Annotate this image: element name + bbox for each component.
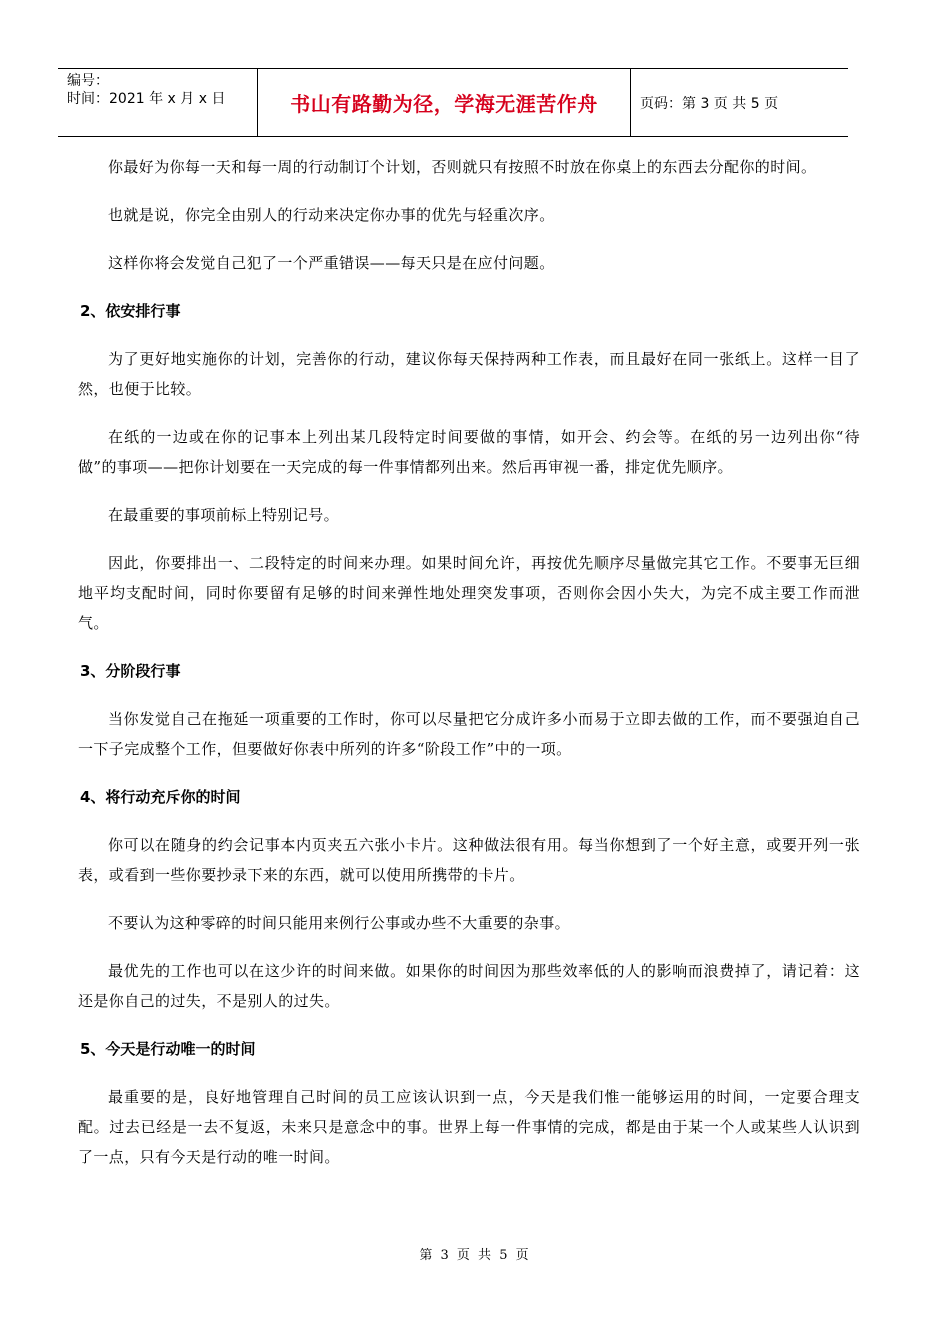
page-footer: 第 3 页 共 5 页 [419, 1248, 531, 1263]
paragraph: 最重要的是，良好地管理自己时间的员工应该认识到一点，今天是我们惟一能够运用的时间，一定要合理支配。过去已经是一去不复返，未来只是意念中的事。世界上每一件事情的完成，都是由于某一个人或某些人认识到了一点，只有今天是行动的唯一时间。 [78, 1088, 860, 1166]
section-heading: 3、分阶段行事 [80, 662, 181, 680]
paragraph: 你可以在随身的约会记事本内页夹五六张小卡片。这种做法很有用。每当你想到了一个好主意，或要开列一张表，或看到一些你要抄录下来的东西，就可以使用所携带的卡片。 [78, 836, 860, 884]
paragraph: 在纸的一边或在你的记事本上列出某几段特定时间要做的事情，如开会、约会等。在纸的另一边列出你“待做”的事项——把你计划要在一天完成的每一件事情都列出来。然后再审视一番，排定优先顺序。 [78, 428, 860, 476]
section-heading: 4、将行动充斥你的时间 [80, 788, 241, 806]
paragraph: 为了更好地实施你的计划，完善你的行动，建议你每天保持两种工作表，而且最好在同一张纸上。这样一目了然，也便于比较。 [78, 350, 860, 398]
motto-text: 书山有路勤为径，学海无涯苦作舟 [290, 92, 598, 116]
page-info: 页码：第 3 页 共 5 页 [640, 95, 779, 112]
paragraph: 不要认为这种零碎的时间只能用来例行公事或办些不大重要的杂事。 [108, 914, 571, 932]
paragraph: 因此，你要排出一、二段特定的时间来办理。如果时间允许，再按优先顺序尽量做完其它工作。不要事无巨细地平均支配时间，同时你要留有足够的时间来弹性地处理突发事项，否则你会因小失大，为完不成主要工作而泄气。 [78, 554, 860, 632]
header-table [58, 68, 848, 137]
section-heading: 5、今天是行动唯一的时间 [80, 1040, 256, 1058]
header-motto-cell [258, 69, 631, 136]
paragraph: 这样你将会发觉自己犯了一个严重错误——每天只是在应付问题。 [108, 254, 555, 272]
date-line: 时间：2021 年 x 月 x 日 [67, 91, 226, 107]
serial-number-label: 编号： [67, 73, 109, 89]
section-heading: 2、依安排行事 [80, 302, 181, 320]
paragraph: 也就是说，你完全由别人的行动来决定你办事的优先与轻重次序。 [108, 206, 555, 224]
paragraph: 你最好为你每一天和每一周的行动制订个计划，否则就只有按照不时放在你桌上的东西去分配你的时间。 [108, 158, 817, 176]
header-page-cell [631, 69, 848, 136]
header-meta-cell [58, 69, 258, 136]
paragraph: 当你发觉自己在拖延一项重要的工作时，你可以尽量把它分成许多小而易于立即去做的工作，而不要强迫自己一下子完成整个工作，但要做好你表中所列的许多“阶段工作”中的一项。 [78, 710, 860, 758]
document-body [78, 152, 860, 1190]
paragraph: 最优先的工作也可以在这少许的时间来做。如果你的时间因为那些效率低的人的影响而浪费掉了，请记着：这还是你自己的过失，不是别人的过失。 [78, 962, 860, 1010]
paragraph: 在最重要的事项前标上特别记号。 [108, 506, 340, 524]
